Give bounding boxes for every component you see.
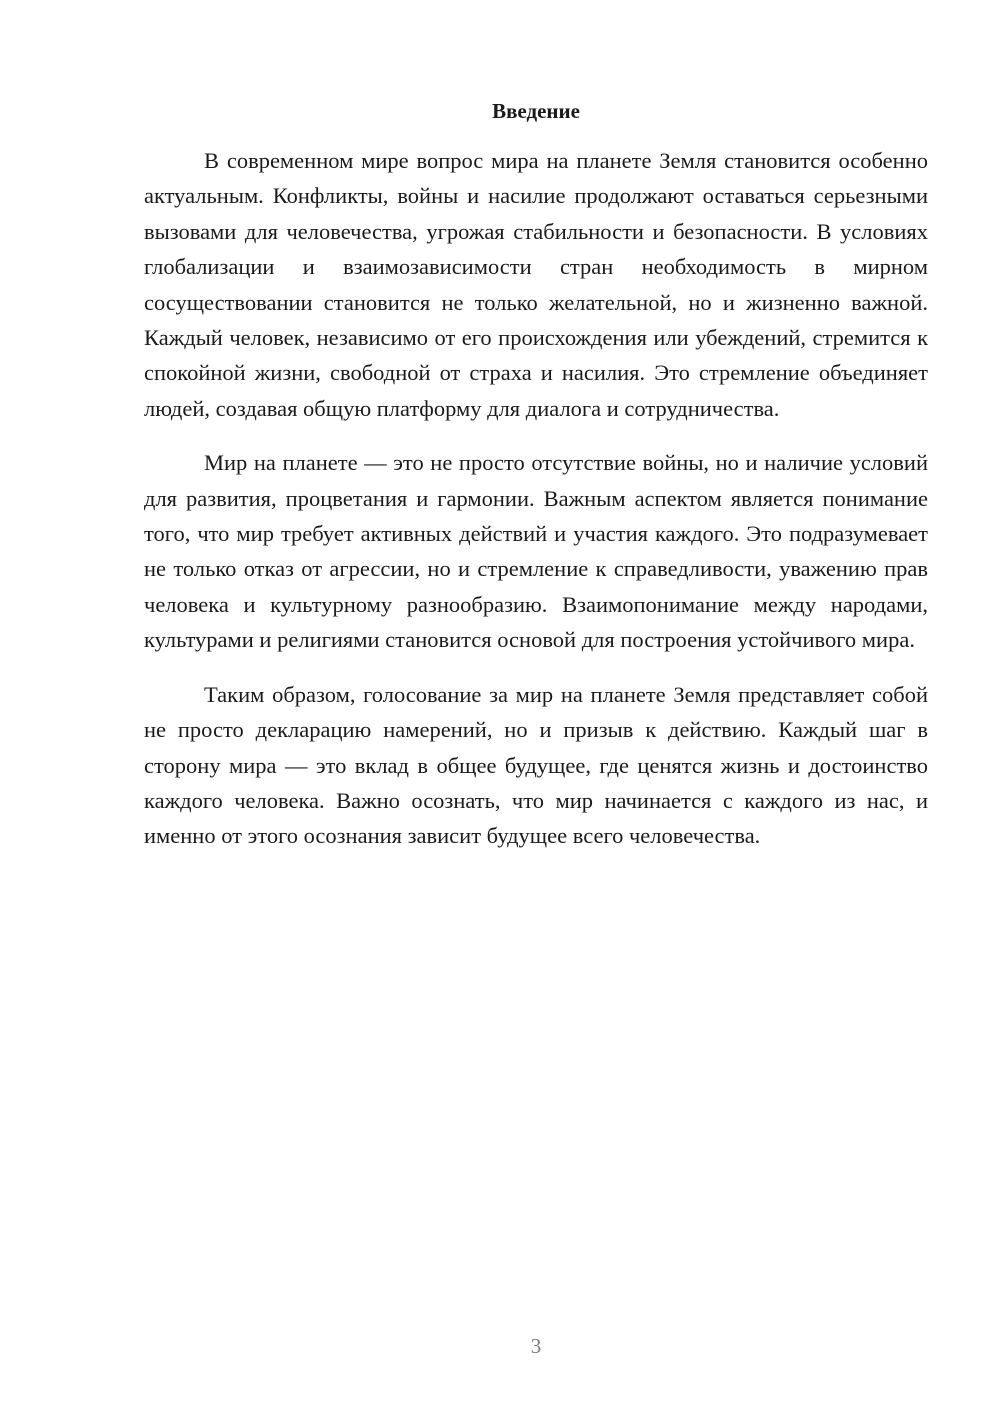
body-text <box>144 143 928 873</box>
page-number: 3 <box>530 1334 542 1358</box>
paragraph-3: Таким образом, голосование за мир на планете Земля представляет собой не просто декларацию намерений, но и призыв к действию. Каждый шаг в сторону мира — это вклад в общее будущее, где ценятся жизнь и достоинство каждого человека. Важно осознать, что мир начинается с каждого из нас, и именно от этого осознания зависит будущее всего человечества. <box>144 681 928 849</box>
paragraph-2: Мир на планете — это не просто отсутствие войны, но и наличие условий для развития, процветания и гармонии. Важным аспектом является понимание того, что мир требует активных действий и участия каждого. Это подразумевает не только отказ от агрессии, но и стремление к справедливости, уважению прав человека и культурному разнообразию. Взаимопонимание между народами, культурами и религиями становится основой для построения устойчивого мира. <box>144 450 928 653</box>
section-heading: Введение <box>492 99 580 123</box>
paragraph-1: В современном мире вопрос мира на планете Земля становится особенно актуальным. Конфликты, войны и насилие продолжают оставаться серьезными вызовами для человечества, угрожая стабильности и безопасности. В условиях глобализации и взаимозависимости стран необходимость в мирном сосуществовании становится не только желательной, но и жизненно важной. Каждый человек, независимо от его происхождения или убеждений, стремится к спокойной жизни, свободной от страха и насилия. Это стремление объединяет людей, создавая общую платформу для диалога и сотрудничества. <box>144 148 928 421</box>
